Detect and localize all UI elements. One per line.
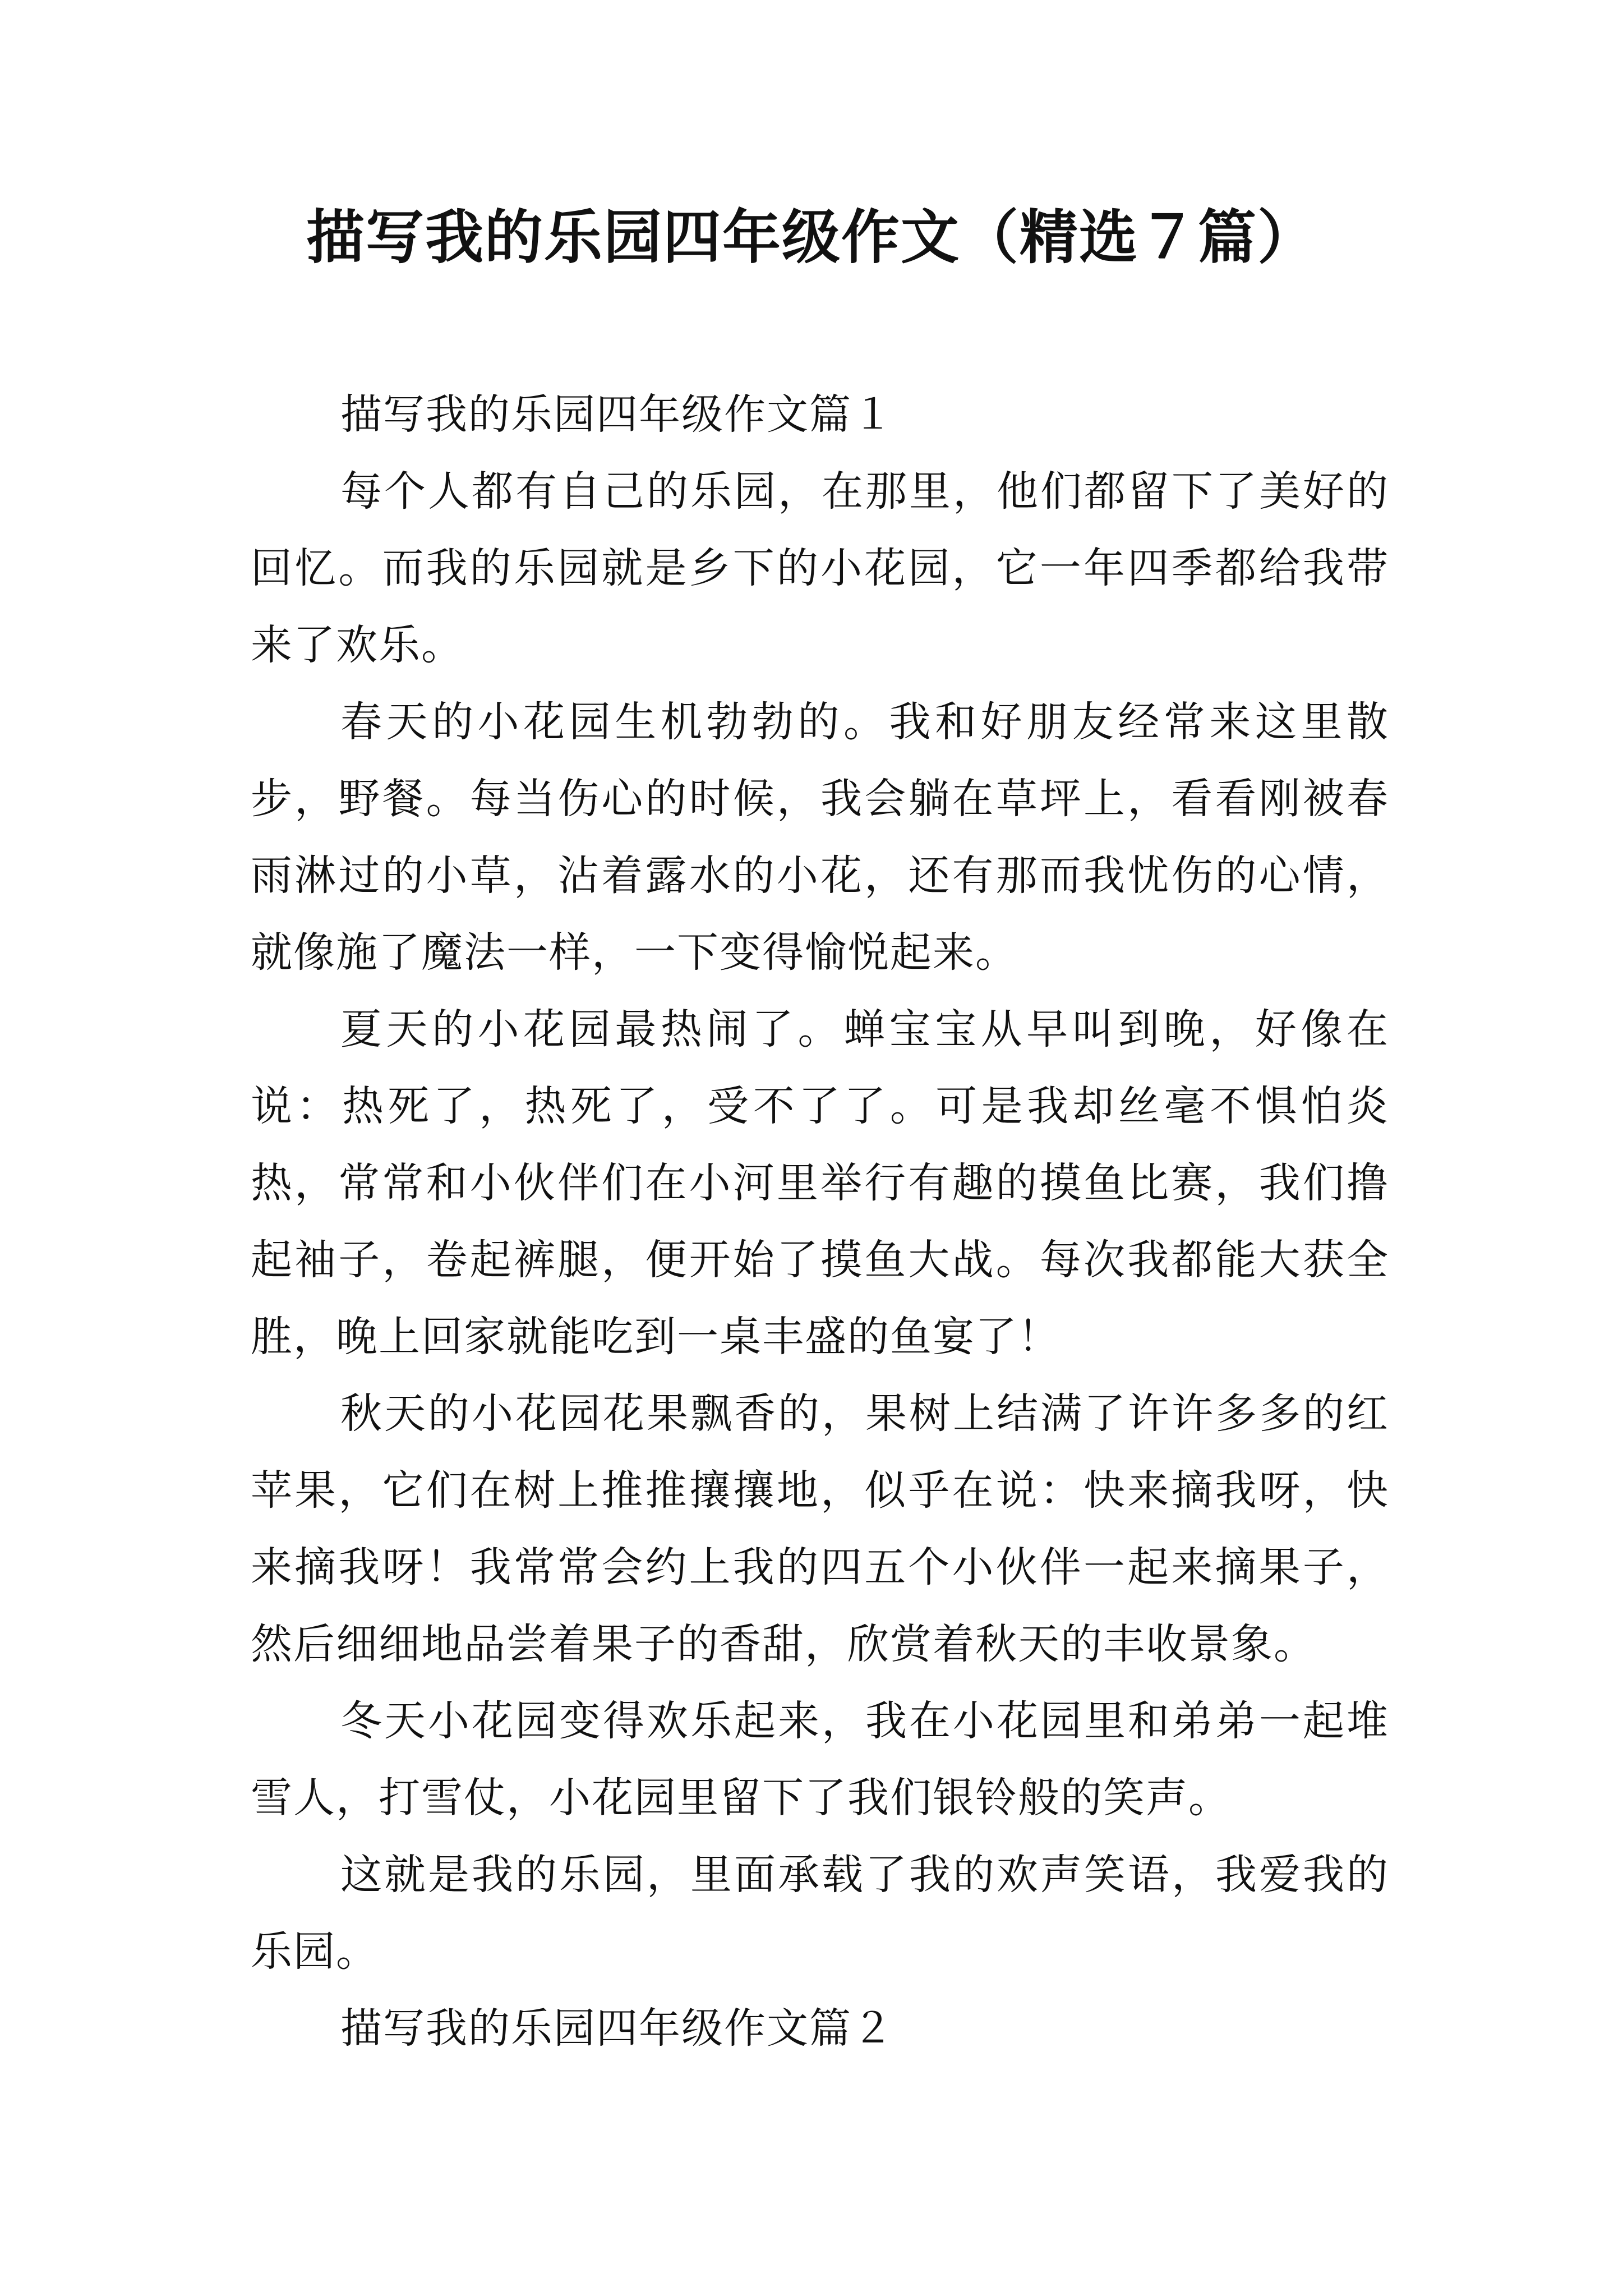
document-body (251, 376, 1389, 2067)
section-heading-2: 描写我的乐园四年级作文篇２ (340, 2004, 895, 2053)
paragraph: 秋天的小花园花果飘香的，果树上结满了许许多多的红苹果，它们在树上推推攘攘地，似乎在说：快来摘我呀，快来摘我呀！我常常会约上我的四五个小伙伴一起来摘果子，然后细细地品尝着果子的香甜，欣赏着秋天的丰收景象。 (251, 1389, 1389, 1668)
section-heading-1: 描写我的乐园四年级作文篇１ (340, 390, 895, 439)
paragraph: 夏天的小花园最热闹了。蝉宝宝从早叫到晚，好像在说：热死了，热死了，受不了了。可是我却丝毫不惧怕炎热，常常和小伙伴们在小河里举行有趣的摸鱼比赛，我们撸起袖子，卷起裤腿，便开始了摸鱼大战。每次我都能大获全胜，晚上回家就能吃到一桌丰盛的鱼宴了！ (251, 1005, 1389, 1361)
paragraph: 每个人都有自己的乐园，在那里，他们都留下了美好的回忆。而我的乐园就是乡下的小花园，它一年四季都给我带来了欢乐。 (251, 467, 1389, 669)
paragraph: 冬天小花园变得欢乐起来，我在小花园里和弟弟一起堆雪人，打雪仗，小花园里留下了我们银铃般的笑声。 (251, 1697, 1389, 1822)
paragraph: 这就是我的乐园，里面承载了我的欢声笑语，我爱我的乐园。 (251, 1851, 1389, 1976)
document-title: 描写我的乐园四年级作文（精选７篇） (306, 203, 1317, 272)
paragraph: 春天的小花园生机勃勃的。我和好朋友经常来这里散步，野餐。每当伤心的时候，我会躺在草坪上，看看刚被春雨淋过的小草，沾着露水的小花，还有那而我忧伤的心情，就像施了魔法一样，一下变得愉悦起来。 (251, 698, 1389, 977)
